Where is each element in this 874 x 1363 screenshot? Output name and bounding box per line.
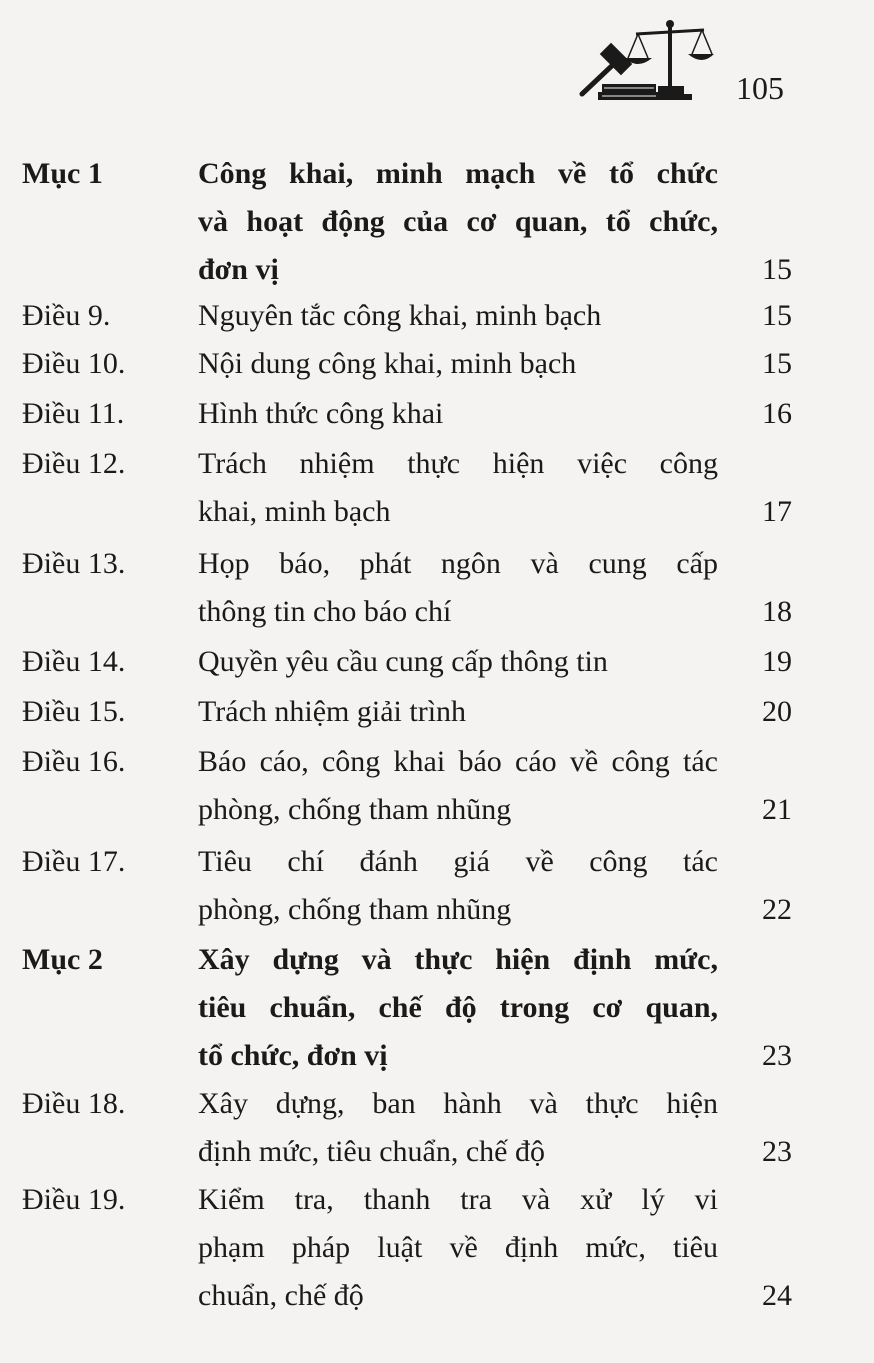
entry-page-number: 23: [762, 1135, 792, 1168]
article-label: Điều 18.: [22, 1087, 126, 1120]
entry-title: [198, 1176, 718, 1320]
entry-title-line: đơn vị: [198, 253, 279, 286]
entry-title-line: tổ chức, đơn vị: [198, 1039, 388, 1072]
entry-title-line: phòng, chống tham nhũng: [198, 793, 512, 826]
article-label: Điều 16.: [22, 745, 126, 778]
entry-page-number: 23: [762, 1039, 792, 1072]
entry-title: [198, 340, 718, 388]
entry-title-line: tiêu chuẩn, chế độ trong cơ quan,: [198, 991, 718, 1024]
article-label: Điều 13.: [22, 547, 126, 580]
entry-title-line: và hoạt động của cơ quan, tổ chức,: [198, 205, 718, 238]
entry-page-number: 15: [762, 299, 792, 332]
entry-title: [198, 936, 718, 1080]
article-label: Điều 9.: [22, 299, 111, 332]
entry-page-number: 15: [762, 347, 792, 380]
article-label: Điều 12.: [22, 447, 126, 480]
entry-page-number: 15: [762, 253, 792, 286]
entry-title-line: định mức, tiêu chuẩn, chế độ: [198, 1135, 545, 1168]
article-label: Điều 14.: [22, 645, 126, 678]
entry-page-number: 16: [762, 397, 792, 430]
entry-title: [198, 540, 718, 636]
entry-title-line: Xây dựng, ban hành và thực hiện: [198, 1087, 718, 1120]
entry-title: [198, 292, 718, 340]
entry-title-line: Họp báo, phát ngôn và cung cấp: [198, 547, 718, 580]
entry-title-line: phạm pháp luật về định mức, tiêu: [198, 1231, 718, 1264]
entry-title-line: Trách nhiệm thực hiện việc công: [198, 447, 718, 480]
entry-title: [198, 738, 718, 834]
scales-of-justice-gavel-icon: [574, 18, 714, 102]
article-label: Điều 11.: [22, 397, 125, 430]
entry-title-line: Xây dựng và thực hiện định mức,: [198, 943, 718, 976]
entry-title-line: Hình thức công khai: [198, 397, 444, 430]
entry-title-line: Báo cáo, công khai báo cáo về công tác: [198, 745, 718, 778]
entry-page-number: 19: [762, 645, 792, 678]
entry-page-number: 17: [762, 495, 792, 528]
article-label: Điều 17.: [22, 845, 126, 878]
article-label: Điều 19.: [22, 1183, 126, 1216]
page-number: 105: [736, 70, 784, 106]
entry-title: [198, 390, 718, 438]
entry-title: [198, 150, 718, 294]
entry-title-line: Nội dung công khai, minh bạch: [198, 347, 577, 380]
entry-title: [198, 1080, 718, 1176]
entry-title-line: Trách nhiệm giải trình: [198, 695, 467, 728]
entry-page-number: 24: [762, 1279, 792, 1312]
entry-page-number: 21: [762, 793, 792, 826]
entry-title-line: khai, minh bạch: [198, 495, 391, 528]
article-label: Điều 15.: [22, 695, 126, 728]
entry-title: [198, 638, 718, 686]
entry-page-number: 22: [762, 893, 792, 926]
entry-title-line: Công khai, minh mạch về tổ chức: [198, 157, 718, 190]
entry-title: [198, 440, 718, 536]
entry-page-number: 18: [762, 595, 792, 628]
section-label: Mục 2: [22, 943, 103, 976]
entry-page-number: 20: [762, 695, 792, 728]
section-label: Mục 1: [22, 157, 103, 190]
entry-title: [198, 688, 718, 736]
entry-title-line: thông tin cho báo chí: [198, 595, 452, 628]
entry-title-line: Nguyên tắc công khai, minh bạch: [198, 299, 602, 332]
entry-title: [198, 838, 718, 934]
entry-title-line: chuẩn, chế độ: [198, 1279, 364, 1312]
entry-title-line: Tiêu chí đánh giá về công tác: [198, 845, 718, 878]
article-label: Điều 10.: [22, 347, 126, 380]
entry-title-line: Kiểm tra, thanh tra và xử lý vi: [198, 1183, 718, 1216]
entry-title-line: phòng, chống tham nhũng: [198, 893, 512, 926]
entry-title-line: Quyền yêu cầu cung cấp thông tin: [198, 645, 608, 678]
